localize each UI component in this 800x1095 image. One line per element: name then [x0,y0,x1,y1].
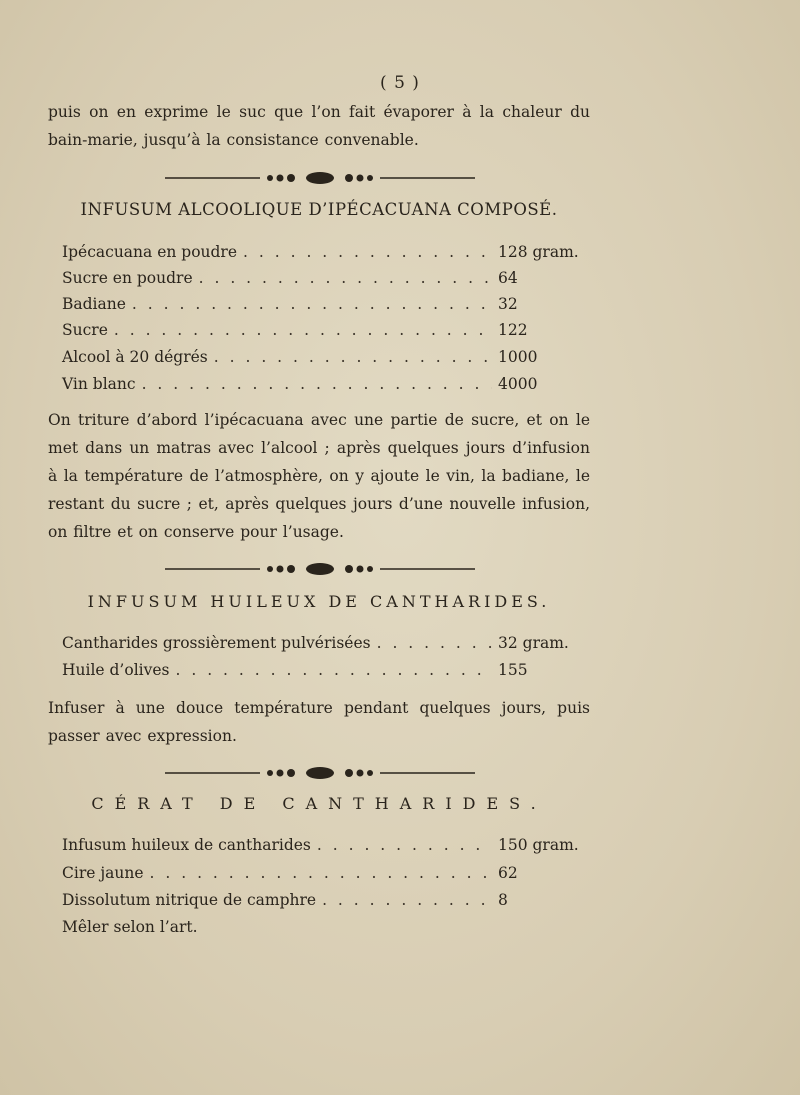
ingredient-row [62,657,576,683]
ornament-divider [165,765,475,781]
page-number: ( 5 ) [380,73,420,93]
ingredient-name: Dissolutum nitrique de camphre [62,891,317,909]
ingredient-name: Badiane [62,295,126,313]
method-paragraph: Infuser à une douce température pendant quelques jours, puis passer avec expression. [48,699,590,745]
leader-dots [142,371,492,397]
ingredient-name: Cire jaune [62,864,144,882]
section-title: INFUSUM HUILEUX DE CANTHARIDES. [87,592,551,611]
leader-dots [317,832,492,858]
ingredient-qty: 64 [498,269,518,287]
leader-dots [199,265,492,291]
ornament-divider [165,170,475,186]
ingredient-name: Huile d’olives [62,661,170,679]
ingredient-qty: 8 [498,891,508,909]
method-paragraph: Mêler selon l’art. [62,918,198,936]
ingredient-name: Sucre en poudre [62,269,193,287]
ingredient-qty: 128 gram. [498,243,579,261]
ingredient-qty: 1000 [498,348,538,366]
ingredient-row [62,832,579,858]
section-title: CÉRAT DE CANTHARIDES. [91,794,547,813]
section-title: INFUSUM ALCOOLIQUE D’IPÉCACUANA COMPOSÉ. [80,200,558,219]
ingredient-qty: 32 [498,295,518,313]
ingredient-name: Vin blanc [62,375,136,393]
ingredient-qty: 4000 [498,375,538,393]
ingredient-row [62,887,576,913]
ingredient-row [62,265,576,291]
ingredient-name: Sucre [62,321,108,339]
ingredient-name: Alcool à 20 dégrés [62,348,208,366]
ingredient-row [62,371,576,397]
intro-paragraph: puis on en exprime le suc que l’on fait évaporer à la chaleur du bain-marie, jusqu’à la consistance convenable. [48,103,590,149]
leader-dots [377,630,492,656]
ingredient-row [62,239,579,265]
leader-dots [132,291,492,317]
ingredient-row [62,317,576,343]
ingredient-row [62,630,576,656]
leader-dots [322,887,492,913]
leader-dots [150,860,492,886]
leader-dots [176,657,493,683]
ornament-divider [165,561,475,577]
ingredient-qty: 150 gram. [498,836,579,854]
leader-dots [214,344,492,370]
ingredient-row [62,860,576,886]
ingredient-name: Infusum huileux de cantharides [62,836,311,854]
ingredient-qty: 155 [498,661,528,679]
ingredient-qty: 122 [498,321,528,339]
ingredient-qty: 32 gram. [498,634,569,652]
leader-dots [114,317,492,343]
ingredient-name: Cantharides grossièrement pulvérisées [62,634,371,652]
method-paragraph: On triture d’abord l’ipécacuana avec une partie de sucre, et on le met dans un matras avec l’alcool ; après quelques jours d’infusion à la température de l’atmosphère, on y ajoute le vin, la badiane, le restant du sucre ; et, après quelques jours d’une nouvelle infusion, on filtre et on conserve pour l’usage. [48,411,590,541]
leader-dots [243,239,492,265]
ingredient-row [62,291,576,317]
ingredient-name: Ipécacuana en poudre [62,243,238,261]
ingredient-row [62,344,576,370]
ingredient-qty: 62 [498,864,518,882]
